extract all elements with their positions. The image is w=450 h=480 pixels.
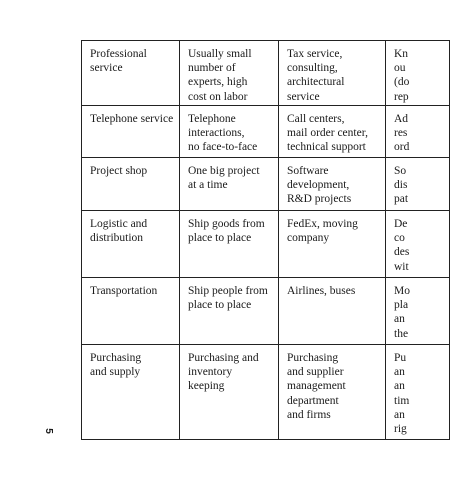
- cell-text-line: development,: [287, 179, 350, 192]
- table-cell: [279, 345, 386, 440]
- cell-text-line: Ship goods from: [188, 218, 265, 230]
- page-number: 5: [43, 428, 54, 434]
- cell-text-line: des: [394, 246, 410, 259]
- cell-text-line: inventory: [188, 366, 233, 379]
- cell-text-line: Telephone service: [90, 113, 174, 125]
- cell-text-line: Tax service,: [287, 48, 343, 60]
- table-cell: [82, 106, 180, 158]
- cell-text-line: keeping: [188, 380, 225, 393]
- cell-text-line: Professional: [90, 48, 147, 60]
- cell-text-line: Call centers,: [287, 113, 345, 125]
- table-cell: [180, 106, 279, 158]
- cell-text-line: management: [287, 380, 346, 393]
- cell-text-line: (do: [394, 76, 410, 89]
- cell-text-line: cost on labor: [188, 90, 248, 103]
- cell-text-line: company: [287, 232, 330, 245]
- cell-text-line: the: [394, 327, 409, 340]
- table-cell: [386, 211, 450, 278]
- table-cell: [82, 41, 180, 106]
- table-row: [82, 345, 450, 440]
- cell-text-line: Kn: [394, 48, 409, 60]
- table-cell: [82, 345, 180, 440]
- cell-text-line: ord: [394, 141, 410, 154]
- cell-text-line: Ship people from: [188, 285, 268, 297]
- cell-text-line: an: [394, 313, 405, 326]
- table-cell: [279, 211, 386, 278]
- table-cell: [180, 41, 279, 106]
- cell-text-line: Airlines, buses: [287, 285, 356, 297]
- cell-text-line: One big project: [188, 165, 260, 177]
- cell-text-line: Software: [287, 165, 329, 177]
- cell-text-line: co: [394, 232, 405, 245]
- cell-text-line: rep: [394, 90, 409, 103]
- cell-text-line: R&D projects: [287, 193, 352, 206]
- cell-text-line: Purchasing and: [188, 352, 259, 364]
- table-cell: [386, 278, 450, 345]
- cell-text-line: distribution: [90, 232, 144, 245]
- table-row: [82, 41, 450, 106]
- cell-text-line: department: [287, 394, 339, 407]
- cell-text-line: an: [394, 408, 405, 421]
- cell-text-line: Logistic and: [90, 218, 148, 230]
- cell-text-line: wit: [394, 260, 409, 273]
- cell-text-line: place to place: [188, 299, 252, 312]
- cell-text-line: dis: [394, 179, 408, 192]
- cell-text-line: Mo: [394, 285, 410, 297]
- cell-text-line: an: [394, 366, 405, 379]
- cell-text-line: and supply: [90, 366, 141, 379]
- cell-text-line: Ad: [394, 113, 409, 125]
- table-cell: [279, 106, 386, 158]
- cell-text-line: architectural: [287, 76, 345, 89]
- cell-text-line: Transportation: [90, 285, 158, 297]
- table-row: [82, 278, 450, 345]
- service-types-table: [81, 40, 450, 440]
- cell-text-line: no face-to-face: [188, 141, 258, 154]
- cell-text-line: and supplier: [287, 366, 344, 379]
- cell-text-line: Project shop: [90, 165, 148, 177]
- cell-text-line: number of: [188, 62, 236, 75]
- cell-text-line: consulting,: [287, 62, 338, 75]
- table-cell: [386, 345, 450, 440]
- cell-text-line: tim: [394, 394, 410, 407]
- cell-text-line: pat: [394, 193, 409, 206]
- cell-text-line: technical support: [287, 141, 366, 154]
- cell-text-line: Purchasing: [287, 352, 339, 364]
- cell-text-line: So: [394, 165, 407, 177]
- table-row: [82, 106, 450, 158]
- cell-text-line: an: [394, 380, 405, 393]
- table-cell: [279, 278, 386, 345]
- table-cell: [386, 106, 450, 158]
- table-cell: [386, 41, 450, 106]
- table-cell: [180, 211, 279, 278]
- cell-text-line: rig: [394, 423, 407, 436]
- cell-text-line: Usually small: [188, 48, 252, 60]
- table-cell: [82, 278, 180, 345]
- cell-text-line: ou: [394, 62, 406, 75]
- cell-text-line: Telephone: [188, 113, 236, 125]
- table-cell: [180, 345, 279, 440]
- cell-text-line: De: [394, 218, 408, 230]
- table-cell: [386, 158, 450, 211]
- table-body: [82, 41, 450, 440]
- table-cell: [180, 278, 279, 345]
- table-cell: [82, 211, 180, 278]
- cell-text-line: service: [287, 90, 320, 103]
- cell-text-line: Purchasing: [90, 352, 142, 364]
- cell-text-line: experts, high: [188, 76, 248, 89]
- cell-text-line: pla: [394, 299, 409, 312]
- cell-text-line: and firms: [287, 408, 331, 421]
- cell-text-line: interactions,: [188, 127, 245, 140]
- cell-text-line: mail order center,: [287, 127, 368, 140]
- table-row: [82, 211, 450, 278]
- cell-text-line: at a time: [188, 179, 228, 192]
- table-cell: [82, 158, 180, 211]
- table-row: [82, 158, 450, 211]
- table-cell: [279, 158, 386, 211]
- cell-text-line: FedEx, moving: [287, 218, 358, 230]
- cell-text-line: Pu: [394, 352, 407, 364]
- cell-text-line: place to place: [188, 232, 252, 245]
- cell-text-line: service: [90, 62, 123, 75]
- cell-text-line: res: [394, 127, 408, 140]
- table-cell: [180, 158, 279, 211]
- table-cell: [279, 41, 386, 106]
